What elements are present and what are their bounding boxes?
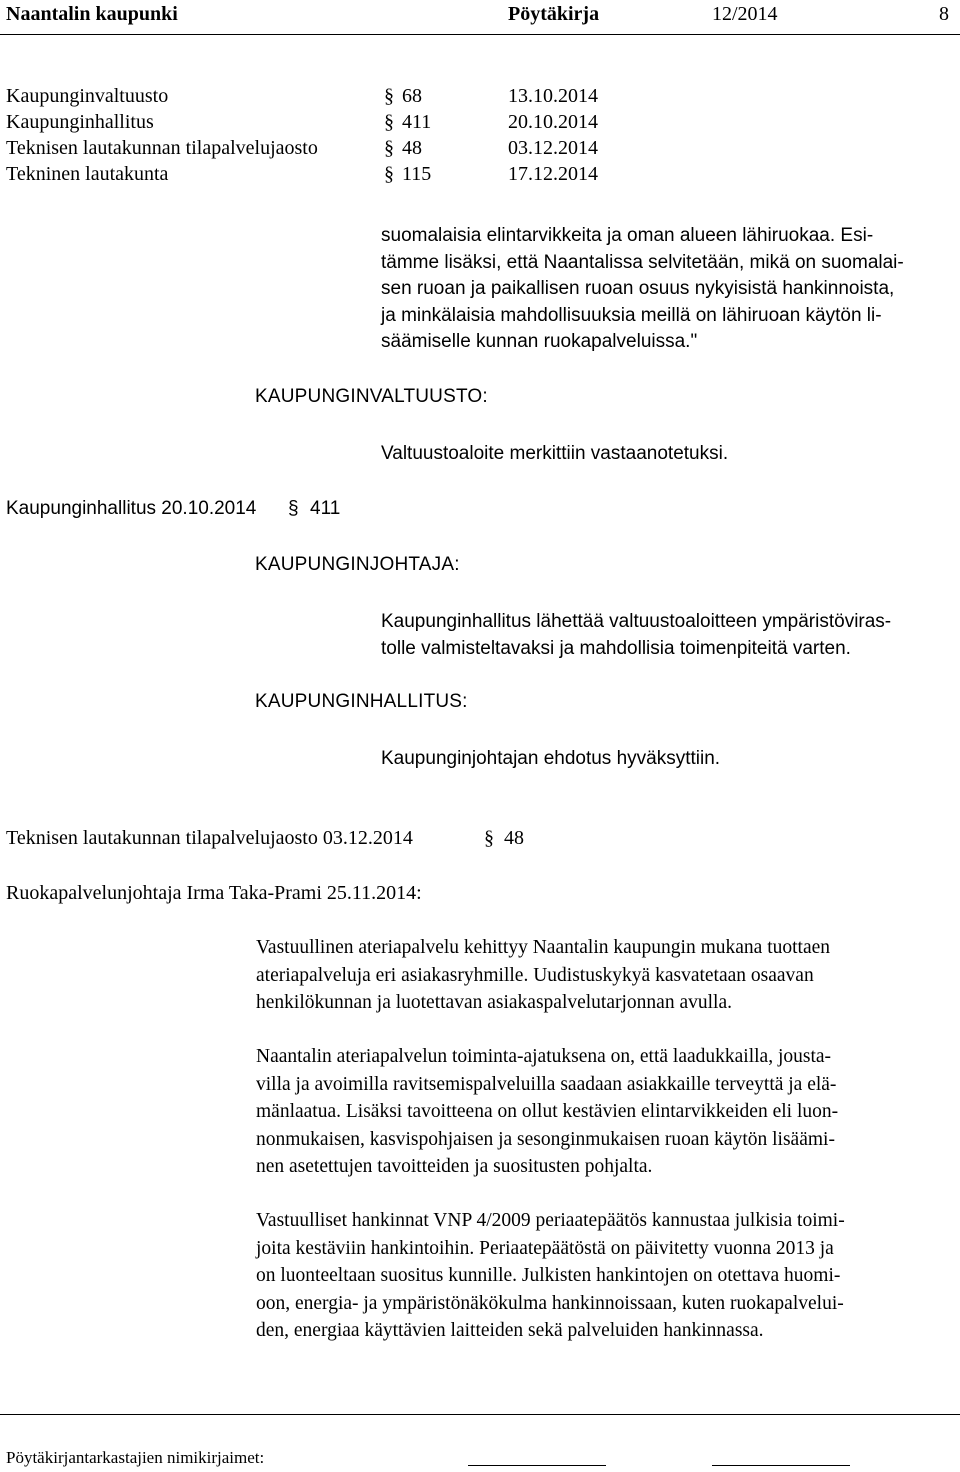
kh-reference-number: 411 [310,498,341,519]
text-line: suomalaisia elintarvikkeita ja oman alueen lähiruokaa. Esi- [381,225,874,246]
text-line: nonmukaisen, kasvispohjaisen ja sesonginmukaisen ruoan käytön lisäämi- [256,1128,835,1150]
text-line: sen ruoan ja paikallisen ruoan osuus nykyisistä hankinnoista, [381,278,895,300]
valtuusto-label: KAUPUNGINVALTUUSTO: [255,386,488,407]
meeting-body: Kaupunginvaltuusto [6,85,169,107]
header-issue: 12/2014 [712,3,778,25]
text-line: säämiselle kunnan ruokapalveluissa." [381,331,698,353]
tila-reference-number: 48 [504,827,524,849]
section-sign: § [384,163,394,185]
meeting-number: 115 [402,163,432,185]
johtaja-label: KAUPUNGINJOHTAJA: [255,554,460,575]
meeting-body: Kaupunginhallitus [6,111,154,133]
section-sign: § [384,111,394,133]
text-line: on luonteeltaan suositus kunnille. Julkisten hankintojen on otettava huomi- [256,1265,841,1286]
text-line: tolle valmisteltavaksi ja mahdollisia toimenpiteitä varten. [381,637,851,659]
text-line: ateriapalveluja eri asiakasryhmille. Uudistuskykyä kasvatetaan osaavan [256,964,814,986]
section-sign: § [384,85,394,107]
text-line: henkilökunnan ja luotettavan asiakaspalvelutarjonnan avulla. [256,992,732,1013]
ruokapalvelu-reference: Ruokapalvelunjohtaja Irma Taka-Prami 25.11.2014: [6,882,422,904]
text-line: Kaupunginhallitus lähettää valtuustoaloitteen ympäristöviras- [381,611,892,632]
text-line: Vastuullinen ateriapalvelu kehittyy Naantalin kaupungin mukana tuottaen [256,937,831,958]
section-sign: § [288,498,299,519]
text-line: joita kestäviin hankintoihin. Periaatepäätöstä on päivitetty vuonna 2013 ja [256,1237,834,1259]
text-line: ja minkälaisia mahdollisuuksia meillä on lähiruoan käytön li- [381,304,882,326]
signature-line [712,1465,850,1466]
text-line: Vastuulliset hankinnat VNP 4/2009 periaatepäätös kannustaa julkisia toimi- [256,1210,845,1231]
footer-label: Pöytäkirjantarkastajien nimikirjaimet: [6,1448,265,1467]
section-sign: § [484,827,494,849]
header-divider [0,34,960,35]
signature-line [468,1465,606,1466]
header-doc-type: Pöytäkirja [508,3,600,25]
paragraph [256,934,830,1017]
header-city: Naantalin kaupunki [6,3,178,25]
meeting-date: 03.12.2014 [508,137,598,159]
valtuusto-decision: Valtuustoaloite merkittiin vastaanotetuksi. [381,443,729,464]
text-line: Naantalin ateriapalvelun toiminta-ajatuksena on, että laadukkailla, jousta- [256,1046,832,1067]
meeting-number: 68 [402,85,422,107]
paragraph [256,1207,845,1345]
paragraph [256,1043,838,1181]
header-page-number: 8 [939,3,949,25]
meeting-date: 17.12.2014 [508,163,598,185]
hallitus-label: KAUPUNGINHALLITUS: [255,691,468,712]
intro-paragraph [381,223,904,356]
meeting-body: Tekninen lautakunta [6,163,169,185]
meeting-number: 48 [402,137,422,159]
footer-divider [0,1414,960,1415]
meeting-date: 13.10.2014 [508,85,598,107]
text-line: nen asetettujen tavoitteiden ja suositusten pohjalta. [256,1156,653,1177]
meeting-body: Teknisen lautakunnan tilapalvelujaosto [6,137,318,159]
tila-reference: Teknisen lautakunnan tilapalvelujaosto 03.12.2014 [6,827,413,849]
johtaja-proposal [381,609,891,662]
text-line: mänlaatua. Lisäksi tavoitteena on ollut kestävien elintarvikkeiden eli luon- [256,1101,839,1122]
text-line: den, energiaa käyttävien laitteiden sekä palveluiden hankinnassa. [256,1320,764,1341]
text-line: tämme lisäksi, että Naantalissa selvitetään, mikä on suomalai- [381,251,904,273]
text-line: oon, energia- ja ympäristönäkökulma hankinnoissaan, kuten ruokapalvelui- [256,1292,844,1314]
section-sign: § [384,137,394,159]
meeting-number: 411 [402,111,432,133]
text-line: villa ja avoimilla ravitsemispalveluilla saadaan asiakkaille terveyttä ja elä- [256,1073,837,1095]
kh-reference: Kaupunginhallitus 20.10.2014 [6,498,257,519]
hallitus-decision: Kaupunginjohtajan ehdotus hyväksyttiin. [381,748,721,769]
meeting-date: 20.10.2014 [508,111,598,133]
